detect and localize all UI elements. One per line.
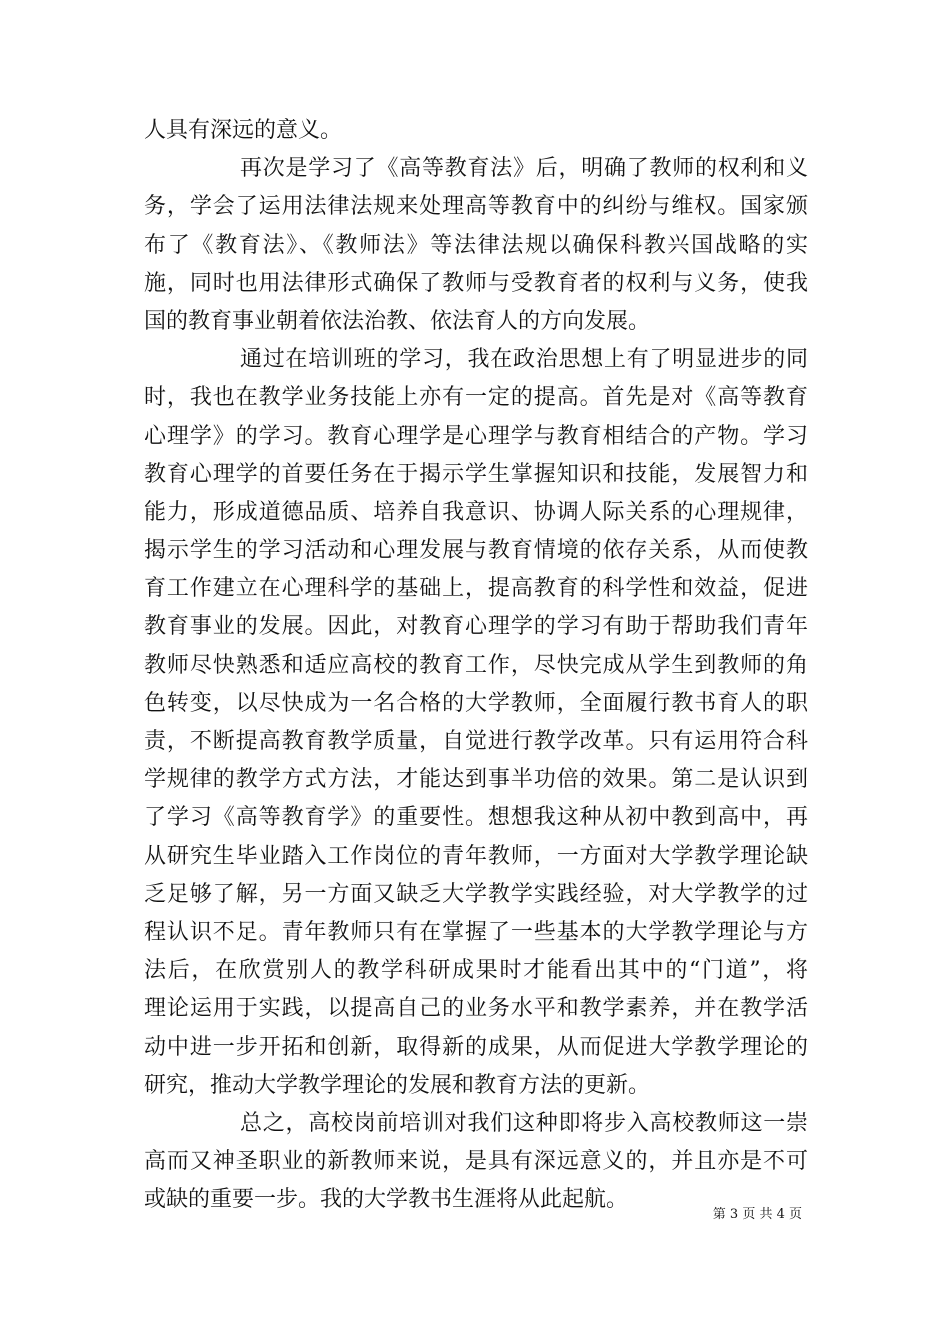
text-line: 教师尽快熟悉和适应高校的教育工作，尽快完成从学生到教师的角 <box>144 652 808 678</box>
text-line: 责，不断提高教育教学质量，自觉进行教学改革。只有运用符合科 <box>144 729 808 754</box>
body-text <box>144 112 808 1219</box>
text-line: 再次是学习了《高等教育法》后，明确了教师的权利和义 <box>240 156 808 182</box>
text-line: 心理学》的学习。教育心理学是心理学与教育相结合的产物。学习 <box>144 423 808 449</box>
text-line: 时，我也在教学业务技能上亦有一定的提高。首先是对《高等教育 <box>144 385 808 411</box>
text-line: 动中进一步开拓和创新，取得新的成果，从而促进大学教学理论的 <box>144 1034 808 1060</box>
text-line: 学规律的教学方式方法，才能达到事半功倍的效果。第二是认识到 <box>144 767 808 793</box>
text-line: 色转变，以尽快成为一名合格的大学教师，全面履行教书育人的职 <box>144 690 808 716</box>
text-line: 教育心理学的首要任务在于揭示学生掌握知识和技能，发展智力和 <box>144 461 808 487</box>
text-line: 施，同时也用法律形式确保了教师与受教育者的权利与义务，使我 <box>144 270 808 296</box>
text-line: 总之，高校岗前培训对我们这种即将步入高校教师这一崇 <box>240 1110 808 1136</box>
text-line: 务，学会了运用法律法规来处理高等教育中的纠纷与维权。国家颁 <box>144 194 808 220</box>
text-line: 布了《教育法》、《教师法》等法律法规以确保科教兴国战略的实 <box>144 232 808 258</box>
text-line: 程认识不足。青年教师只有在掌握了一些基本的大学教学理论与方 <box>144 919 808 945</box>
text-line: 能力，形成道德品质、培养自我意识、协调人际关系的心理规律， <box>144 499 808 525</box>
text-line: 通过在培训班的学习，我在政治思想上有了明显进步的同 <box>240 347 808 373</box>
text-line: 乏足够了解，另一方面又缺乏大学教学实践经验，对大学教学的过 <box>144 881 808 907</box>
text-line: 高而又神圣职业的新教师来说，是具有深远意义的，并且亦是不可 <box>144 1149 808 1175</box>
text-line: 从研究生毕业踏入工作岗位的青年教师，一方面对大学教学理论缺 <box>144 843 808 869</box>
text-line: 了学习《高等教育学》的重要性。想想我这种从初中教到高中，再 <box>144 805 808 831</box>
page-number-footer: 第 3 页 共 4 页 <box>712 1207 802 1222</box>
text-line: 教育事业的发展。因此，对教育心理学的学习有助于帮助我们青年 <box>144 614 808 640</box>
text-line: 揭示学生的学习活动和心理发展与教育情境的依存关系，从而使教 <box>144 538 808 564</box>
text-line: 法后，在欣赏别人的教学科研成果时才能看出其中的“门道”，将 <box>144 958 808 984</box>
text-line: 或缺的重要一步。我的大学教书生涯将从此起航。 <box>144 1187 629 1213</box>
text-line: 国的教育事业朝着依法治教、依法育人的方向发展。 <box>144 308 651 334</box>
text-line: 理论运用于实践，以提高自己的业务水平和教学素养，并在教学活 <box>144 996 808 1022</box>
text-line: 育工作建立在心理科学的基础上，提高教育的科学性和效益，促进 <box>144 576 808 602</box>
text-line: 人具有深远的意义。 <box>144 118 343 143</box>
text-line: 研究，推动大学教学理论的发展和教育方法的更新。 <box>144 1072 651 1098</box>
